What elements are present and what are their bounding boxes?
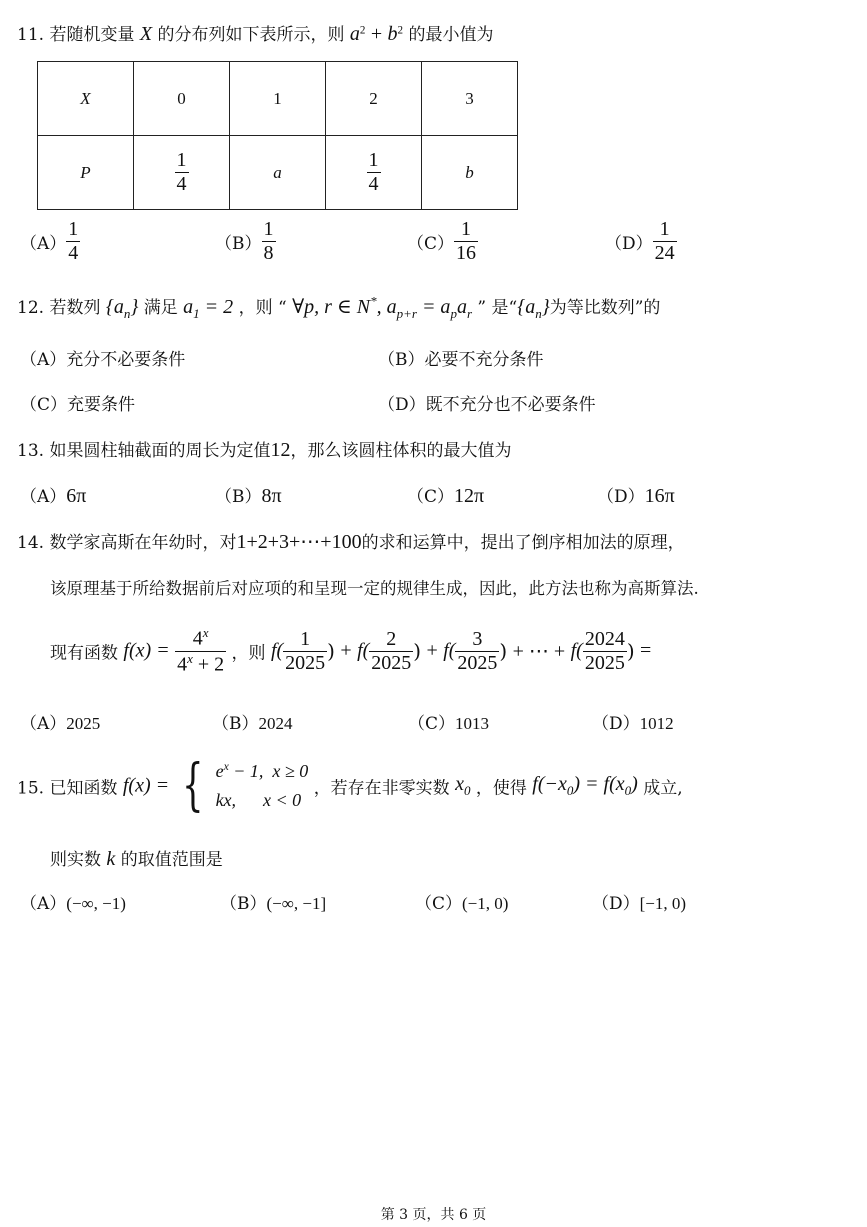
q12-option-c[interactable]: （C）充要条件 [20,395,136,415]
q14-line3 [50,626,651,676]
q14-f: f( [357,639,370,662]
q13-stem-prefix: 13. 如果圆柱轴截面的周长为定值 [17,441,271,461]
q14-close: ) [626,639,635,664]
q15-stem-mid2: ，使得 [475,778,527,799]
q14-option-b[interactable]: （B）2024 [212,714,293,734]
table-cell-x1: 1 [230,62,326,136]
q13-option-b[interactable]: （B）8π [215,485,282,507]
page-footer: 第 3 页，共 6 页 [380,1207,487,1223]
option-label: （C） [407,234,455,254]
q11-var: X [139,23,153,45]
q13-option-d[interactable]: （D）16π [597,485,675,507]
table-cell-x3: 3 [422,62,518,136]
q14-term-fraction: $\frac{3}{2025}$ [457,627,498,674]
q14-term-fraction: $\frac{1}{2025}$ [285,627,326,674]
q11-option-d[interactable] [605,218,677,265]
option-fraction: $\frac{1}{16}$ [456,218,477,264]
q15-option-a[interactable]: （A）(−∞, −1) [20,894,126,914]
q14-option-a[interactable]: （A）2025 [20,714,101,734]
q15-stem [17,752,683,818]
q14-term-fraction: $\frac{2024}{2025}$ [584,627,625,674]
q13-stem [17,436,511,462]
fraction: $\frac{1}{4}$ [368,149,379,195]
q14-ellipsis: + ⋯ + [512,640,566,663]
q15-fx: f(x) = [122,774,170,797]
q11-option-a[interactable] [20,218,80,265]
q14-stem-prefix: 14. 数学家高斯在年幼时，对 [17,533,237,553]
q11-stem-suffix: 的最小值为 [408,25,494,45]
q11-option-b[interactable] [215,218,276,265]
table-row [38,136,518,210]
q11-stem-prefix: 11. 若随机变量 [17,25,135,45]
table-cell-x2: 2 [326,62,422,136]
q14-stem [17,528,685,554]
q14-line3-prefix: 现有函数 [50,643,118,664]
q12-stem-mid3: ” 是“ [477,298,518,318]
q12-stem [17,293,660,322]
q11-expr-plus: + [370,23,383,45]
q15-line2 [50,845,223,871]
q11-sq-a: 2 [359,24,366,37]
q15-brace: { [181,752,204,818]
q14-f: f( [570,639,583,662]
q11-stem [17,20,493,46]
q14-term-fraction: $\frac{2}{2025}$ [371,627,412,674]
q12-seq: $\{a_n\}$ [105,296,139,321]
q15-stem-mid: ，若存在非零实数 [313,778,450,799]
option-fraction: $\frac{1}{4}$ [68,218,79,264]
q14-option-d[interactable]: （D）1012 [592,714,674,734]
q12-cond: $a_1 = 2$ [183,296,234,321]
q11-stem-mid: 的分布列如下表所示，则 [157,25,345,45]
q14-close: ) [327,639,335,664]
q12-stem-mid2: ，则 “ [238,298,287,318]
q12-seq-2: $\{a_n\}$ [517,296,550,321]
q12-condition-formula: ∀p, r ∈ N*, $a_{p+r} = a_pa_r$ [292,293,472,321]
q11-sq-b: 2 [397,24,404,37]
q15-line2-prefix: 则实数 [50,850,101,870]
q13-value: 12 [270,439,291,461]
q14-function-fraction: $\frac{4^x}{4^x + 2}$ [177,625,225,676]
q15-option-d[interactable]: （D）[−1, 0) [592,894,687,914]
option-fraction: $\frac{1}{8}$ [263,218,274,264]
q12-stem-prefix: 12. 若数列 [17,298,101,318]
q13-option-a[interactable]: （A）6π [20,485,87,507]
q14-fx: f(x) = [123,639,170,662]
q14-plus: + [340,639,352,662]
q15-x0: $x_0$ [455,772,471,798]
q14-f: f( [443,639,456,662]
table-row [38,62,518,136]
q14-stem-suffix: 的求和运算中，提出了倒序相加法的原理， [361,533,685,553]
table-cell-p1: a [230,136,326,210]
fraction: $\frac{1}{4}$ [176,149,187,195]
q15-option-b[interactable]: （B）(−∞, −1] [220,894,327,914]
q14-line2: 该原理基于所给数据前后对应项的和呈现一定的规律生成，因此，此方法也称为高斯算法. [50,579,699,598]
q14-option-c[interactable]: （C）1013 [408,714,490,734]
q14-line3-mid: ，则 [231,643,266,664]
q11-expr-b: b [387,23,398,45]
table-cell-x0: 0 [134,62,230,136]
q15-line2-suffix: 的取值范围是 [120,850,223,870]
q14-f: f( [270,639,284,662]
table-head-x: X [38,62,134,136]
q12-option-a[interactable]: （A）充分不必要条件 [20,350,186,370]
q12-stem-mid: 满足 [143,298,178,318]
q15-piecewise: $e^x - 1$, x ≥ 0 kx, x < 0 [215,760,309,810]
q14-plus: + [426,639,438,662]
table-cell-p0 [134,136,230,210]
q11-option-c[interactable] [407,218,478,265]
option-label: （A） [20,234,67,254]
option-fraction: $\frac{1}{24}$ [654,218,675,264]
q11-distribution-table [37,61,518,210]
q12-option-b[interactable]: （B）必要不充分条件 [378,350,544,370]
q14-close: ) [499,639,508,664]
table-cell-p2 [326,136,422,210]
q15-stem-suffix: 成立, [643,778,683,799]
q15-k: k [106,848,116,870]
table-head-p: P [38,136,134,210]
q12-stem-suffix: 为等比数列”的 [549,298,661,318]
q14-sum: 1+2+3+⋯+100 [236,531,362,553]
q12-option-d[interactable]: （D）既不充分也不必要条件 [378,395,596,415]
q13-option-c[interactable]: （C）12π [407,485,485,507]
option-label: （B） [215,234,262,254]
q14-close: ) [413,639,422,664]
q15-stem-prefix: 15. 已知函数 [17,778,118,799]
option-label: （D） [605,234,653,254]
table-cell-p3: b [422,136,518,210]
q15-equation: $f(-x_0) = f(x_0)$ [532,772,638,798]
q14-eq: = [640,639,652,662]
q15-option-c[interactable]: （C）(−1, 0) [415,894,509,914]
q11-expr-a: a [349,23,360,45]
q13-stem-suffix: ，那么该圆柱体积的最大值为 [290,441,512,461]
